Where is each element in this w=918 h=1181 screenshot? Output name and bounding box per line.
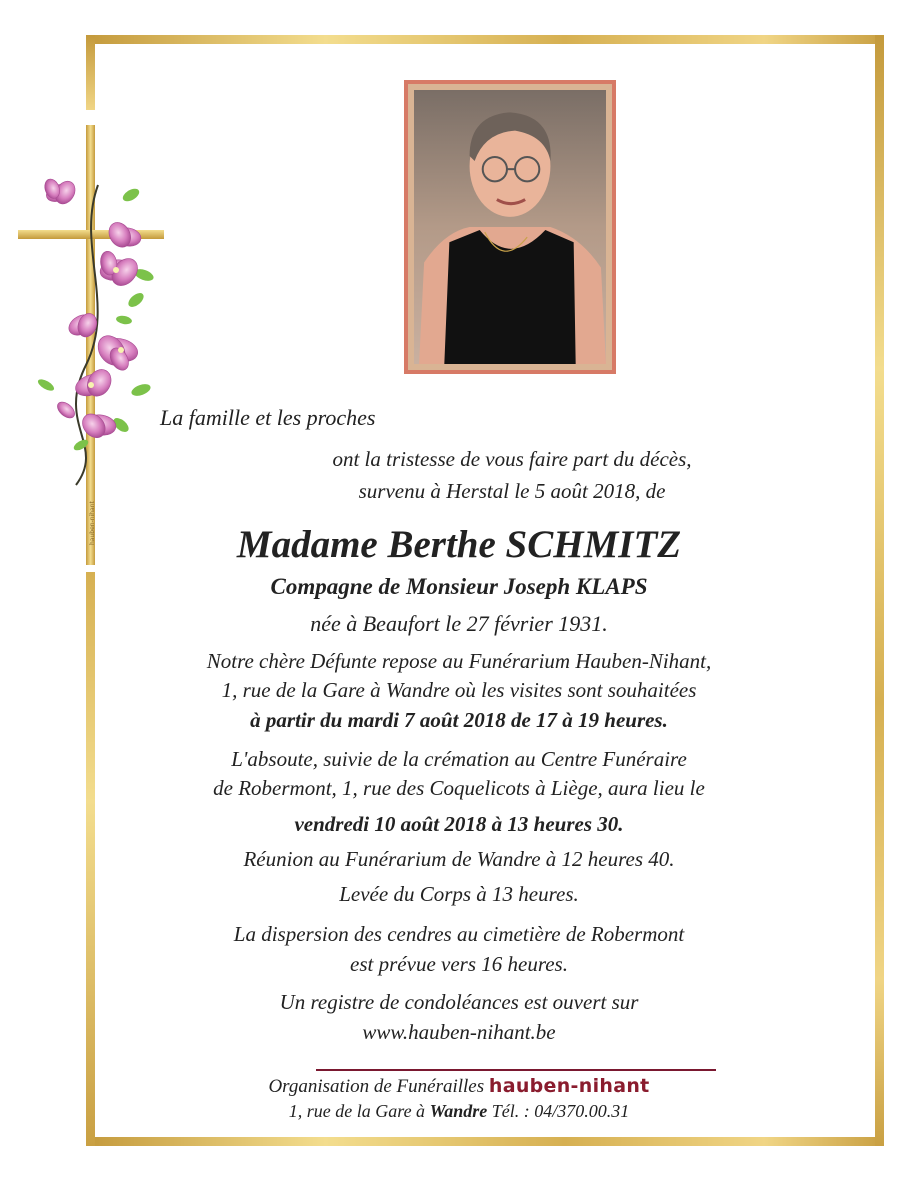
footer-address-prefix: 1, rue de la Gare à bbox=[288, 1101, 426, 1121]
brand-logo: hauben-nihant bbox=[488, 1075, 650, 1097]
announcement-line-1: ont la tristesse de vous faire part du décès, bbox=[332, 447, 692, 471]
visit-hours: à partir du mardi 7 août 2018 de 17 à 19 heures. bbox=[250, 708, 668, 732]
birth-line: née à Beaufort le 27 février 1931. bbox=[310, 611, 608, 636]
frame-left-border-top bbox=[86, 35, 95, 110]
footer-org-label: Organisation de Funérailles bbox=[268, 1076, 485, 1097]
ceremony-date: vendredi 10 août 2018 à 13 heures 30. bbox=[294, 812, 624, 836]
companion-line: Compagne de Monsieur Joseph KLAPS bbox=[270, 574, 648, 599]
absolution-line-1: L'absoute, suivie de la crémation au Centre Funéraire bbox=[231, 747, 687, 771]
absolution-line-2: de Robermont, 1, rue des Coquelicots à Liège, aura lieu le bbox=[213, 776, 705, 800]
deceased-name: Madame Berthe SCHMITZ bbox=[236, 523, 682, 566]
footer-divider bbox=[316, 1069, 716, 1071]
portrait-photo bbox=[414, 90, 606, 364]
frame-top-border bbox=[86, 35, 884, 44]
levee-line: Levée du Corps à 13 heures. bbox=[339, 882, 579, 906]
dispersion-line-1: La dispersion des cendres au cimetière de Robermont bbox=[233, 922, 685, 946]
portrait-photo-mat bbox=[408, 84, 612, 370]
intro-text: La famille et les proches bbox=[160, 405, 376, 430]
register-line: Un registre de condoléances est ouvert sur bbox=[279, 990, 639, 1014]
register-url-link[interactable]: www.hauben-nihant.be bbox=[362, 1020, 556, 1044]
cross-signature: hauben-nihant bbox=[89, 501, 96, 545]
announcement-line-2: survenu à Herstal le 5 août 2018, de bbox=[358, 479, 666, 503]
footer-address-town: Wandre bbox=[429, 1101, 488, 1121]
portrait-photo-frame bbox=[404, 80, 616, 374]
footer-address bbox=[0, 1101, 918, 1122]
dispersion-line-2: est prévue vers 16 heures. bbox=[350, 952, 568, 976]
rest-line-2: 1, rue de la Gare à Wandre où les visites sont souhaitées bbox=[221, 678, 697, 702]
frame-bottom-border bbox=[86, 1137, 884, 1146]
footer-phone: Tél. : 04/370.00.31 bbox=[491, 1101, 630, 1121]
reunion-line: Réunion au Funérarium de Wandre à 12 heures 40. bbox=[243, 847, 675, 871]
footer-organisation bbox=[0, 1075, 918, 1098]
rest-line-1: Notre chère Défunte repose au Funérarium Hauben-Nihant, bbox=[206, 649, 712, 673]
